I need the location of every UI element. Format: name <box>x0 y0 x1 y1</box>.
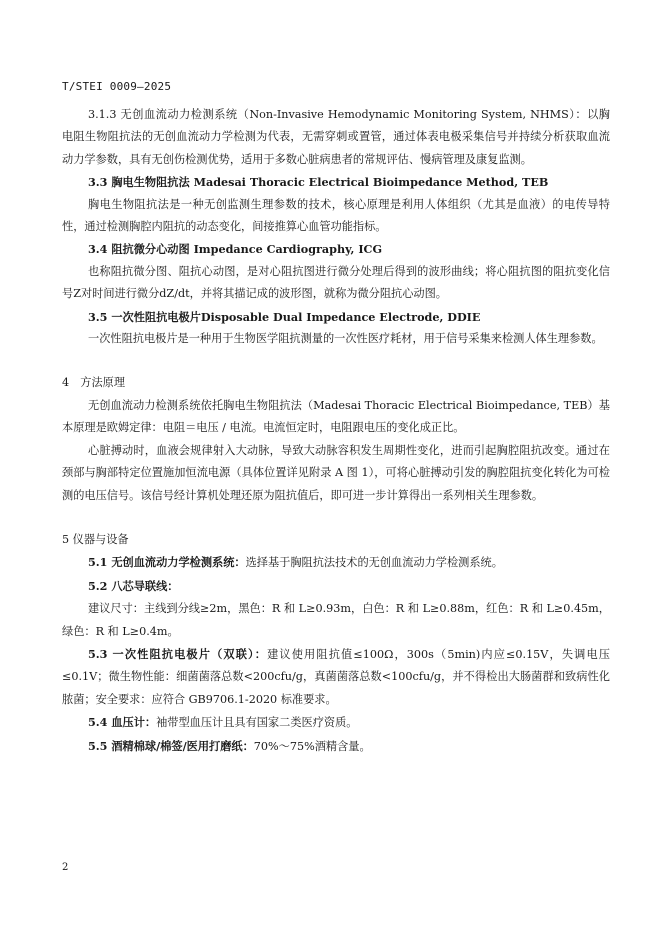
spacer <box>62 507 610 529</box>
item-5-3 <box>62 643 610 711</box>
spacer <box>62 350 610 372</box>
item-5-1-text: 选择基于胸阻抗法技术的无创血流动力学检测系统。 <box>245 556 503 570</box>
item-5-1-label: 5.1 无创血流动力学检测系统： <box>88 555 246 570</box>
clause-4-para-2: 心脏搏动时，血液会规律射入大动脉，导致大动脉容积发生周期性变化，进而引起胸腔阻抗改变。通过在颈部与胸部特定位置施加恒流电源（具体位置详见附录 A 图 1），可将心脏搏动引发的胸腔阻抗变化转化为可检测的电压信号。该信号经计算机处理还原为阻抗值后，即可进一步计算得出一系列相关生理参数。 <box>62 443 610 502</box>
clause-3-5-text: 一次性阻抗电极片是一种用于生物医学阻抗测量的一次性医疗耗材，用于信号采集来检测人体生理参数。 <box>88 332 603 346</box>
clause-3-4-text: 也称阻抗微分图、阻抗心动图，是对心阻抗图进行微分处理后得到的波形曲线；将心阻抗图的阻抗变化信号Z对时间进行微分dZ/dt，并将其描记成的波形图，就称为微分阻抗心动图。 <box>62 264 610 301</box>
item-5-4 <box>62 711 610 734</box>
item-5-3-text: 建议使用阻抗值≤100Ω，300s（5min)内应≤0.15V，失调电压≤0.1V；微生物性能：细菌菌落总数<200cfu/g，真菌菌落总数<100cfu/g，并不得检出大肠菌群和致病性化脓菌；安全要求：应符合 GB9706.1-2020 标准要求。 <box>62 647 610 706</box>
item-5-3-label: 5.3 一次性阻抗电极片（双联）： <box>88 646 268 661</box>
page-body <box>62 104 610 758</box>
item-5-1 <box>62 551 610 574</box>
heading-4: 4 方法原理 <box>62 376 126 390</box>
item-5-4-label: 5.4 血压计： <box>88 715 157 730</box>
page-number: 2 <box>62 862 69 873</box>
clause-4-para-1: 无创血流动力检测系统依托胸电生物阻抗法（Madesai Thoracic Electrical Bioimpedance, TEB）基本原理是欧姆定律：电阻＝电压 / 电流。电流恒定时，电阻跟电压的变化成正比。 <box>62 398 610 435</box>
item-5-5-label: 5.5 酒精棉球/棉签/医用打磨纸： <box>88 738 254 753</box>
clause-3-1-3: 3.1.3 无创血流动力检测系统（Non-Invasive Hemodynamic Monitoring System, NHMS）：以胸电阻生物阻抗法的无创血流动力学检测为代表，无需穿刺或置管，通过体表电极采集信号并持续分析获取血流动力学参数，具有无创伤检测优势，适用于多数心脏病患者的常规评估、慢病管理及康复监测。 <box>62 108 610 166</box>
heading-3-3: 3.3 胸电生物阻抗法 Madesai Thoracic Electrical Bioimpedance Method, TEB <box>88 175 549 190</box>
standard-number: T/STEI 0009—2025 <box>62 80 172 93</box>
heading-3-5: 3.5 一次性阻抗电极片Disposable Dual Impedance Electrode, DDIE <box>88 309 481 324</box>
heading-5: 5 仪器与设备 <box>62 532 129 546</box>
item-5-5-text: 70%～75%酒精含量。 <box>253 739 371 753</box>
item-5-2-text: 建议尺寸：主线到分线≥2m，黑色：R 和 L≥0.93m，白色：R 和 L≥0.88m，红色：R 和 L≥0.45m，绿色：R 和 L≥0.4m。 <box>62 602 610 638</box>
item-5-5 <box>62 735 610 758</box>
clause-3-3-text: 胸电生物阻抗法是一种无创监测生理参数的技术，核心原理是利用人体组织（尤其是血液）的电传导特性，通过检测胸腔内阻抗的动态变化，间接推算心血管功能指标。 <box>62 197 610 234</box>
item-5-2-label: 5.2 八芯导联线： <box>88 578 179 593</box>
item-5-2 <box>62 575 610 598</box>
heading-3-4: 3.4 阻抗微分心动图 Impedance Cardiography, ICG <box>88 242 383 257</box>
item-5-4-text: 袖带型血压计且具有国家二类医疗资质。 <box>156 716 358 730</box>
